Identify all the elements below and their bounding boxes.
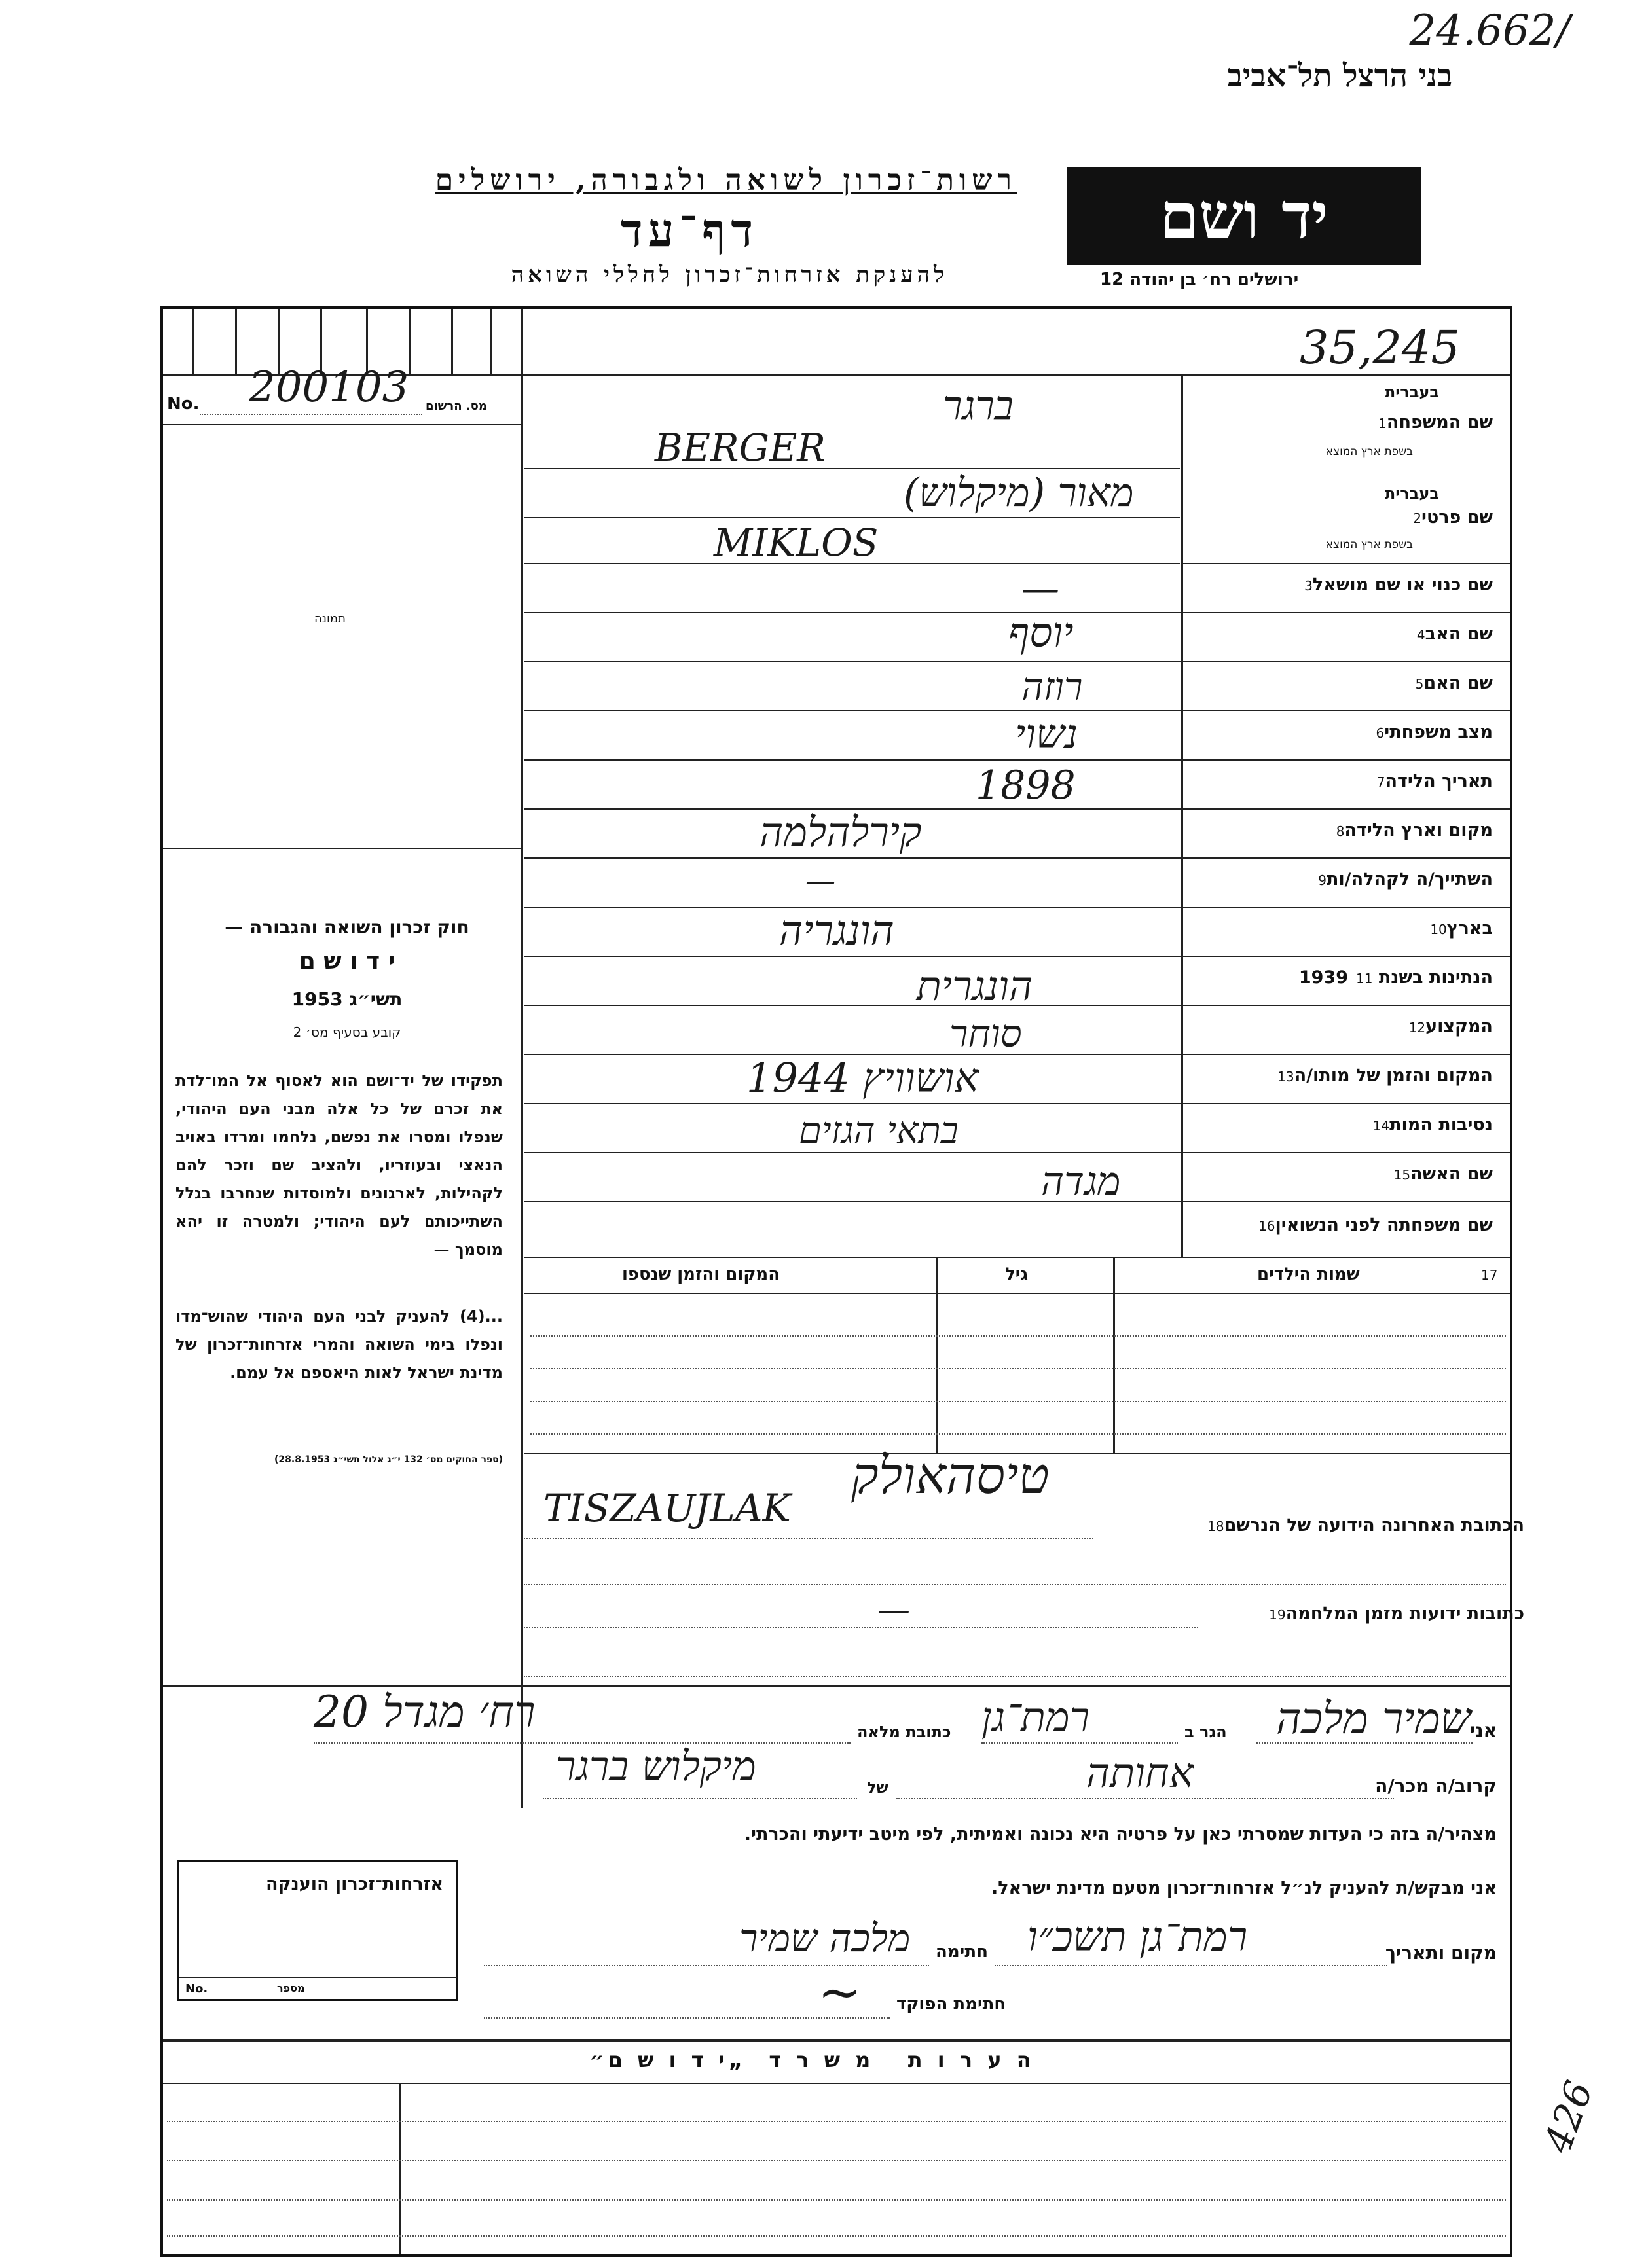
field-2-value-latin: MIKLOS (714, 520, 879, 565)
field-2-label: שם פרטי2 (1413, 507, 1493, 528)
field-7-value: 1898 (976, 763, 1076, 808)
field-1-label: שם המשפחה1 (1378, 412, 1493, 433)
field-19-value: — (877, 1591, 910, 1629)
field-3-value: — (1021, 566, 1059, 611)
field-5-value: רוזה (1021, 664, 1083, 709)
archive-number: 24.662/ (1409, 7, 1570, 55)
header-authority: רשות־זכרון לשואה ולגבורה, ירושלים (435, 164, 1017, 197)
field-10-value: הונגריה (779, 907, 894, 954)
children-num: 17 (1481, 1267, 1498, 1283)
officer-label: חתימת הפוקד (896, 1994, 1006, 2014)
field-2-sub-hebrew: בעברית (1384, 484, 1439, 503)
field-11-value: הונגרית (917, 962, 1033, 1010)
field-3-label: שם כנוי או שם מושאל3 (1304, 575, 1493, 595)
place-date-label: מקום ותאריך (1385, 1942, 1497, 1964)
field-4-value: יוסף (1008, 609, 1074, 657)
law-title: חוק זכרון השואה והגבורה — (225, 916, 469, 938)
law-paragraph-1: תפקידו של יד־ושם הוא לאסוף אל המו־לדת את זכרם של כל אלה מבני העם היהודי, שנפלו ומסרו את נפשם, נלחמו ומרדו באויב הנאצי ובעוזריו, ולהציב שם וזכר להם לקהילות, לארגונים ולמוסדות שנחרבו בגלל השתייכותם לעם היהודי; ולמטרה זו יהא מוסמך — (175, 1071, 503, 1259)
officer-signature: ~ (818, 1962, 862, 2023)
law-reference: (ספר החוקים מס׳ 132 י״ג אלול תשי״ג 28.8.1953) (274, 1454, 503, 1465)
law-paragraph-2: ...(4) להעניק לבני העם היהודי שהוש־מדו ונפלו בימי השואה והמרי אזרחות־זכרון של מדינת ישראל לאות היאספם אל עמם. (175, 1307, 503, 1382)
field-16-label: שם משפחתה לפני הנשואין16 (1258, 1215, 1493, 1235)
field-1-value: ברגר (943, 383, 1014, 429)
declaration-name: שמיר מלכה (1276, 1693, 1471, 1744)
declaration-street: רח׳ מגדל 20 (314, 1687, 536, 1737)
field-15-value: מגדה (1041, 1159, 1121, 1204)
declaration-ani: אני (1469, 1719, 1497, 1741)
field-5-label: שם האם5 (1415, 673, 1493, 693)
logo-text: יד ושם (1160, 179, 1328, 253)
page-number: 35,245 (1300, 321, 1460, 374)
yad-vashem-logo (1067, 167, 1421, 265)
declaration-of-name: מיקלוש ברגר (556, 1742, 756, 1790)
declaration-line-2: אני מבקש/ת להעניק לנ״ל אזרחות־זכרון מטעם מדינת ישראל. (991, 1878, 1497, 1898)
header-title: דף־עד (620, 203, 758, 257)
field-2-value: מאור (מיקלוש) (904, 470, 1134, 516)
field-18-value: טיסהאולק (851, 1447, 1050, 1505)
declaration-relative-label: קרוב/ה מכר/ה (1375, 1775, 1497, 1797)
children-col-names: שמות הילדים (1257, 1265, 1360, 1284)
declaration-relation: אחותה (1086, 1749, 1194, 1797)
citizenship-box-no: No. (185, 1982, 208, 1996)
field-12-value: סוחר (949, 1011, 1022, 1056)
registration-no-label: No. (167, 394, 200, 414)
place-date-value: רמת־גן תשכ״ו (1027, 1913, 1248, 1960)
field-19-label: כתובות ידועות מזמן המלחמה19 (1269, 1604, 1524, 1624)
citizenship-box-title: אזרחות־זכרון הוענקה (266, 1874, 443, 1894)
field-9-value: — (805, 863, 835, 898)
field-8-label: מקום וארץ הלידה8 (1336, 820, 1493, 840)
field-14-value: בתאי הגזים (799, 1109, 959, 1152)
signature-label: חתימה (936, 1942, 988, 1962)
registration-number: 200103 (249, 363, 409, 412)
law-name: י ד ו ש ם (299, 948, 395, 975)
stamp-text: בני הרצל תל־אביב (1227, 58, 1452, 94)
field-6-value: נשוי (1015, 710, 1078, 758)
declaration-city: רמת־גן (981, 1693, 1090, 1741)
field-18-label: הכתובת האחרונה הידועה של הנרשם18 (1207, 1515, 1524, 1536)
field-8-value: קירלהלמה (760, 808, 922, 856)
signature-value: מלכה שמיר (739, 1916, 911, 1960)
field-11-label: הנתינות בשנת 193911 (1298, 967, 1493, 988)
field-12-label: המקצוע12 (1408, 1017, 1493, 1037)
logo-address: ירושלים רח׳ בן יהודה 12 (1100, 270, 1299, 289)
field-1-value-latin: BERGER (655, 425, 826, 470)
declaration-full-address: כתובת מלאה (857, 1723, 951, 1741)
declaration-line-1: מצהיר/ה בזה כי העדות שמסרתי כאן על פרטיה היא נכונה ואמיתית, לפי מיטב ידיעתי והכרתי. (744, 1824, 1497, 1845)
field-9-label: השתייך/ה לקהלה/ות9 (1318, 869, 1493, 890)
remarks-title: ה ע ר ו ת מ ש ר ד „י ד ו ש ם״ (589, 2047, 1035, 2072)
field-1-sub-hebrew: בעברית (1384, 383, 1439, 401)
field-1-sub-origin: בשפת ארץ המוצא (1325, 445, 1413, 458)
declaration-lives-in: הגר ב (1184, 1723, 1227, 1741)
field-7-label: תאריך הלידה7 (1376, 771, 1493, 791)
children-col-age: גיל (1005, 1265, 1029, 1284)
field-13-label: המקום והזמן של מותו/ה13 (1277, 1066, 1493, 1086)
field-10-label: בארץ10 (1430, 918, 1493, 939)
field-2-sub-origin: בשפת ארץ המוצא (1325, 538, 1413, 551)
field-13-value: אושוויץ 1944 (746, 1054, 979, 1102)
law-year: תשי״ג 1953 (291, 988, 403, 1010)
header-subtitle: להענקת אזרחות־זכרון לחללי השואה (511, 262, 948, 288)
citizenship-box (177, 1860, 458, 2001)
photo-label: תמונה (314, 612, 346, 626)
field-6-label: מצב משפחתי6 (1376, 722, 1493, 742)
law-section: קובע בסעיף מס׳ 2 (293, 1024, 401, 1040)
field-18-value-latin: TISZAUJLAK (543, 1486, 791, 1530)
registration-he-label: מס. הרשום (426, 399, 487, 413)
children-col-death: המקום והזמן שנספו (622, 1265, 780, 1284)
field-4-label: שם האב4 (1416, 624, 1493, 644)
citizenship-box-he-label: מספר (277, 1982, 305, 1994)
field-15-label: שם האשה15 (1393, 1164, 1493, 1184)
declaration-of-label: של (867, 1778, 888, 1797)
field-14-label: נסיבות המות14 (1372, 1115, 1493, 1135)
margin-note: 426 (1535, 2075, 1602, 2159)
